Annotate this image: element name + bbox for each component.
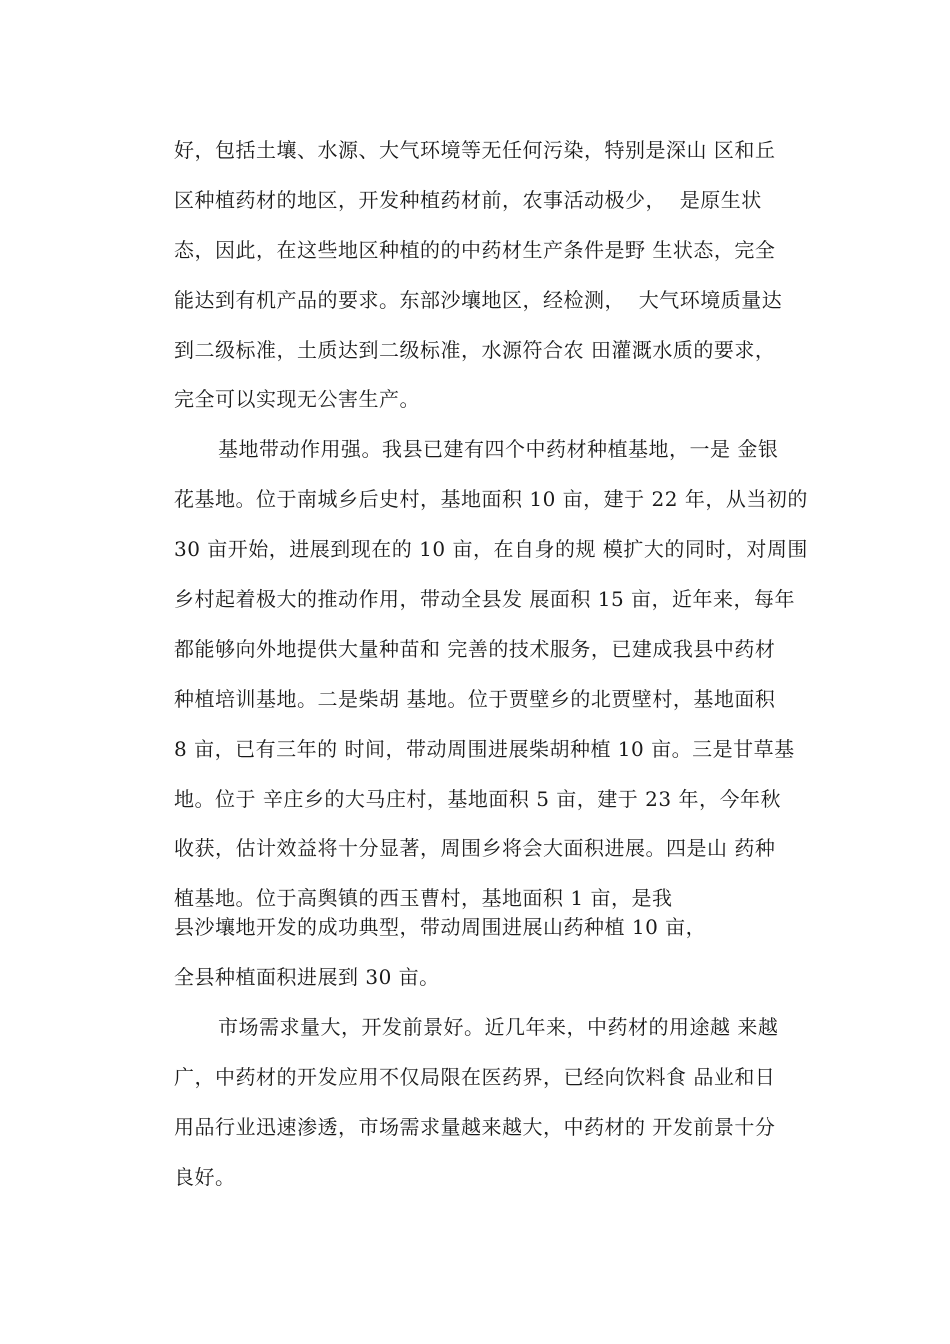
text-line: 良好。	[174, 1165, 236, 1189]
text-line: 收获，估计效益将十分显著，周围乡将会大面积进展。四是山 药种	[174, 836, 776, 860]
text-line: 到二级标准，土质达到二级标准，水源符合农 田灌溉水质的要求，	[174, 338, 776, 362]
text-line: 能达到有机产品的要求。东部沙壤地区，经检测， 大气环境质量达	[174, 288, 783, 312]
text-line: 地。位于 辛庄乡的大马庄村，基地面积 5 亩，建于 23 年，今年秋	[174, 787, 781, 811]
text-line: 花基地。位于南城乡后史村，基地面积 10 亩，建于 22 年，从当初的	[174, 487, 808, 511]
text-line: 乡村起着极大的推动作用，带动全县发 展面积 15 亩，近年来，每年	[174, 587, 796, 611]
text-line: 县沙壤地开发的成功典型，带动周围进展山药种植 10 亩，	[174, 915, 707, 939]
text-line: 区种植药材的地区，开发种植药材前，农事活动极少， 是原生状	[174, 188, 762, 212]
text-line: 种植培训基地。二是柴胡 基地。位于贾壁乡的北贾壁村，基地面积	[174, 687, 776, 711]
text-line: 用品行业迅速渗透，市场需求量越来越大，中药材的 开发前景十分	[174, 1115, 776, 1139]
text-line: 广，中药材的开发应用不仅局限在医药界，已经向饮料食 品业和日	[174, 1065, 776, 1089]
text-line: 好，包括土壤、水源、大气环境等无任何污染，特别是深山 区和丘	[174, 138, 776, 162]
text-line: 基地带动作用强。我县已建有四个中药材种植基地，一是 金银	[218, 437, 779, 461]
text-line: 都能够向外地提供大量种苗和 完善的技术服务，已建成我县中药材	[174, 637, 776, 661]
text-line: 8 亩，已有三年的 时间，带动周围进展柴胡种植 10 亩。三是甘草基	[174, 737, 795, 761]
text-line: 态，因此，在这些地区种植的的中药材生产条件是野 生状态，完全	[174, 238, 776, 262]
text-line: 全县种植面积进展到 30 亩。	[174, 965, 440, 989]
text-line: 30 亩开始，进展到现在的 10 亩，在自身的规 模扩大的同时，对周围	[174, 537, 808, 561]
text-line: 完全可以实现无公害生产。	[174, 387, 420, 411]
text-line: 植基地。位于高舆镇的西玉曹村，基地面积 1 亩，是我	[174, 886, 673, 910]
text-line: 市场需求量大，开发前景好。近几年来，中药材的用途越 来越	[218, 1015, 779, 1039]
